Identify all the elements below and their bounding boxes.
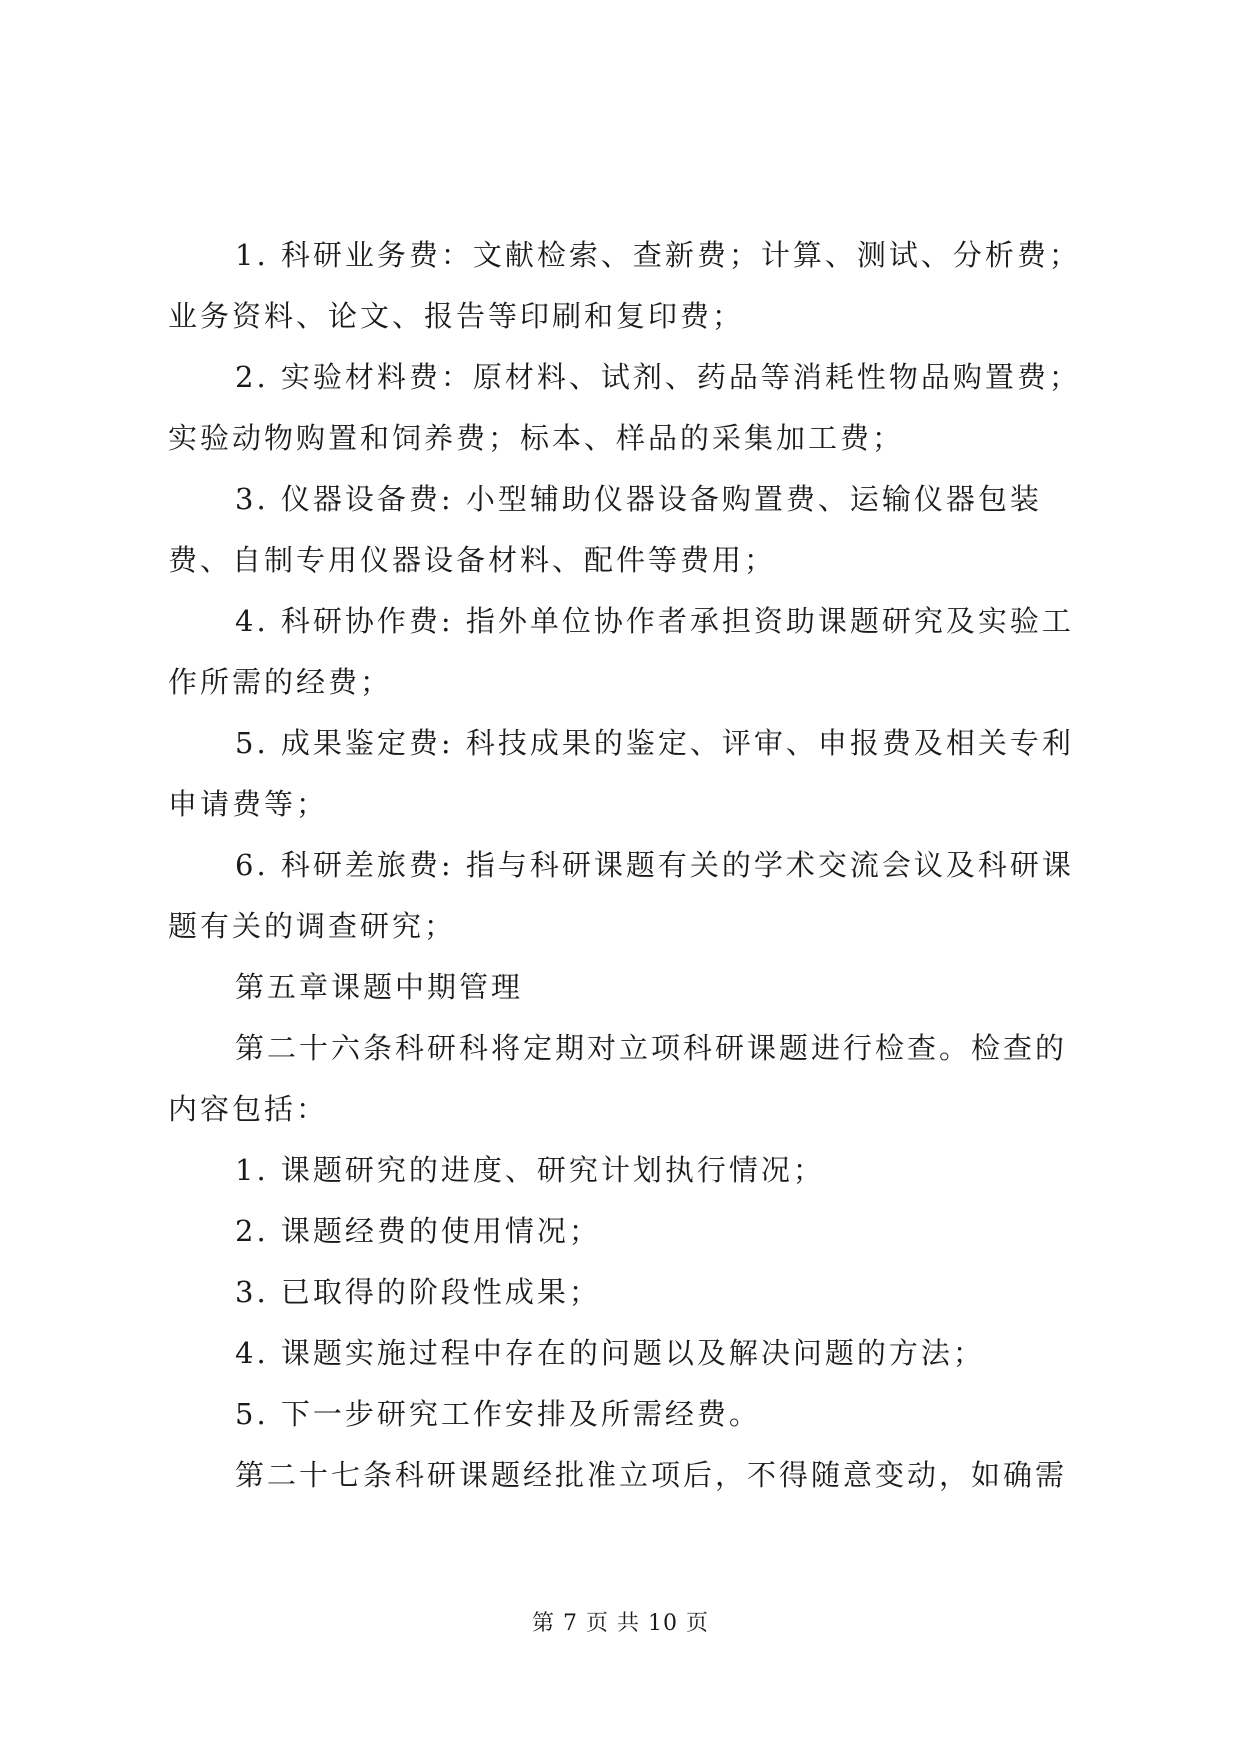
page-number-label: 第 7 页 共 10 页 — [532, 1611, 709, 1636]
paragraph-fee-materials: 2. 实验材料费：原材料、试剂、药品等消耗性物品购置费；实验动物购置和饲养费；标本、样品的采集加工费； — [168, 360, 1081, 455]
check-item-funding: 2. 课题经费的使用情况； — [235, 1214, 601, 1248]
check-item-problems: 4. 课题实施过程中存在的问题以及解决问题的方法； — [235, 1336, 985, 1370]
paragraph-fee-travel: 6. 科研差旅费: 指与科研课题有关的学术交流会议及科研课题有关的调查研究； — [168, 848, 1074, 943]
paragraph-fee-collaboration: 4. 科研协作费: 指外单位协作者承担资助课题研究及实验工作所需的经费； — [168, 604, 1074, 699]
check-item-results: 3. 已取得的阶段性成果； — [235, 1275, 601, 1309]
check-item-next-steps: 5. 下一步研究工作安排及所需经费。 — [235, 1397, 761, 1431]
paragraph-fee-research-business: 1. 科研业务费：文献检索、查新费；计算、测试、分析费；业务资料、论文、报告等印刷和复印费； — [168, 238, 1081, 333]
article-27: 第二十七条科研课题经批准立项后，不得随意变动，如确需 — [235, 1458, 1068, 1492]
paragraph-fee-equipment: 3. 仪器设备费: 小型辅助仪器设备购置费、运输仪器包装费、自制专用仪器设备材料、配件等费用； — [168, 482, 1042, 577]
document-body — [168, 225, 1084, 1506]
paragraph-fee-appraisal: 5. 成果鉴定费: 科技成果的鉴定、评审、申报费及相关专利申请费等； — [168, 726, 1074, 821]
page-footer — [0, 1606, 1241, 1637]
article-26: 第二十六条科研科将定期对立项科研课题进行检查。检查的内容包括： — [168, 1031, 1068, 1126]
check-item-progress: 1. 课题研究的进度、研究计划执行情况； — [235, 1153, 825, 1187]
chapter-heading: 第五章课题中期管理 — [235, 970, 524, 1004]
